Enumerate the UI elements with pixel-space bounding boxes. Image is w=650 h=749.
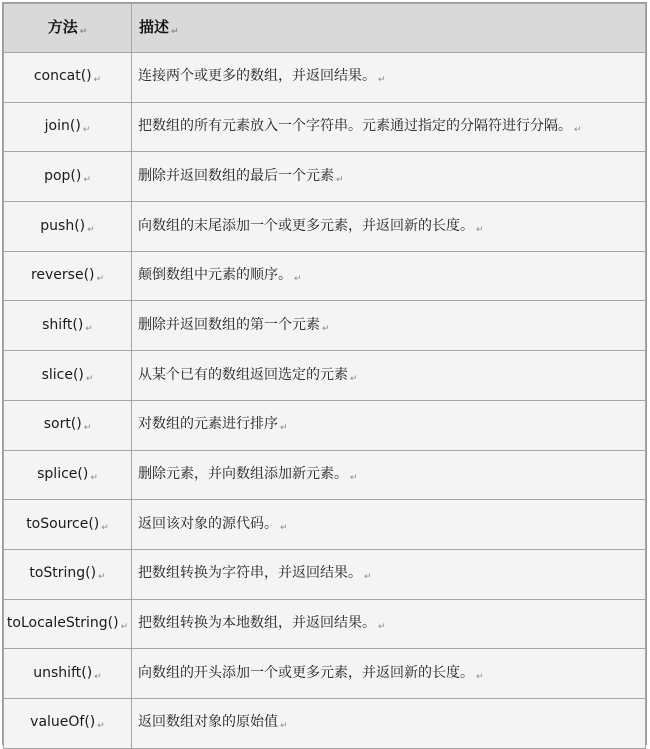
- paragraph-mark-icon: ↵: [90, 472, 98, 483]
- paragraph-mark-icon: ↵: [96, 274, 105, 285]
- method-description: 颠倒数组中元素的顺序。: [138, 267, 292, 284]
- method-name: splice(): [37, 465, 89, 482]
- table-row: [4, 549, 646, 599]
- method-description: 返回数组对象的原始值: [138, 714, 278, 731]
- method-cell: [4, 400, 132, 450]
- method-description: 向数组的开头添加一个或更多元素，并返回新的长度。: [138, 664, 474, 681]
- method-cell: [4, 599, 132, 649]
- header-description: [132, 4, 646, 53]
- array-methods-table-container: [2, 2, 647, 745]
- table-row: [4, 400, 646, 450]
- method-name: toSource(): [26, 515, 100, 532]
- table-row: [4, 53, 646, 103]
- method-description: 删除并返回数组的最后一个元素: [138, 167, 334, 184]
- description-cell: [132, 549, 646, 599]
- method-description: 删除并返回数组的第一个元素: [138, 316, 320, 333]
- table-row: [4, 450, 646, 500]
- array-methods-table: [3, 3, 646, 749]
- method-description: 把数组的所有元素放入一个字符串。元素通过指定的分隔符进行分隔。: [138, 118, 572, 135]
- paragraph-mark-icon: ↵: [171, 27, 179, 38]
- paragraph-mark-icon: ↵: [280, 522, 288, 533]
- method-name: pop(): [44, 167, 82, 184]
- table-row: [4, 202, 646, 252]
- description-cell: [132, 53, 646, 103]
- method-description: 连接两个或更多的数组，并返回结果。: [138, 68, 376, 85]
- method-description: 对数组的元素进行排序: [138, 416, 278, 433]
- description-cell: [132, 102, 646, 152]
- paragraph-mark-icon: ↵: [98, 572, 106, 583]
- paragraph-mark-icon: ↵: [94, 671, 102, 682]
- description-cell: [132, 351, 646, 401]
- method-cell: [4, 202, 132, 252]
- paragraph-mark-icon: ↵: [120, 622, 129, 632]
- method-cell: [4, 152, 132, 202]
- method-cell: [4, 698, 132, 748]
- paragraph-mark-icon: ↵: [93, 75, 102, 86]
- method-description: 从某个已有的数组返回选定的元素: [138, 366, 348, 383]
- method-description: 把数组转换为本地数组，并返回结果。: [138, 615, 376, 631]
- table-row: [4, 301, 646, 351]
- method-cell: [4, 500, 132, 550]
- paragraph-mark-icon: ↵: [82, 125, 91, 136]
- paragraph-mark-icon: ↵: [364, 572, 372, 583]
- method-cell: [4, 649, 132, 699]
- description-cell: [132, 649, 646, 699]
- paragraph-mark-icon: ↵: [294, 274, 302, 285]
- table-row: [4, 102, 646, 152]
- paragraph-mark-icon: ↵: [322, 323, 330, 334]
- paragraph-mark-icon: ↵: [574, 125, 582, 136]
- method-name: valueOf(): [30, 714, 96, 731]
- header-method-label: 方法: [47, 18, 78, 37]
- paragraph-mark-icon: ↵: [85, 373, 94, 384]
- method-description: 删除元素，并向数组添加新元素。: [138, 465, 348, 482]
- paragraph-mark-icon: ↵: [87, 224, 95, 235]
- table-row: [4, 152, 646, 202]
- paragraph-mark-icon: ↵: [83, 423, 92, 434]
- method-cell: [4, 301, 132, 351]
- table-row: [4, 698, 646, 748]
- method-name: sort(): [43, 416, 82, 433]
- method-cell: [4, 251, 132, 301]
- paragraph-mark-icon: ↵: [97, 721, 105, 732]
- header-description-label: 描述: [139, 18, 170, 37]
- paragraph-mark-icon: ↵: [350, 373, 358, 384]
- table-row: [4, 649, 646, 699]
- method-name: push(): [40, 217, 86, 234]
- paragraph-mark-icon: ↵: [280, 721, 288, 732]
- method-name: shift(): [42, 316, 84, 333]
- description-cell: [132, 251, 646, 301]
- method-cell: [4, 102, 132, 152]
- paragraph-mark-icon: ↵: [280, 423, 288, 434]
- method-name: toLocaleString(): [6, 615, 119, 631]
- table-row: [4, 599, 646, 649]
- description-cell: [132, 500, 646, 550]
- description-cell: [132, 450, 646, 500]
- method-cell: [4, 53, 132, 103]
- method-name: slice(): [41, 366, 84, 383]
- method-description: 把数组转换为字符串，并返回结果。: [138, 565, 362, 582]
- paragraph-mark-icon: ↵: [83, 174, 91, 185]
- description-cell: [132, 599, 646, 649]
- method-cell: [4, 351, 132, 401]
- paragraph-mark-icon: ↵: [101, 522, 109, 533]
- method-description: 返回该对象的源代码。: [138, 515, 278, 532]
- table-row: [4, 500, 646, 550]
- method-name: unshift(): [33, 664, 93, 681]
- method-description: 向数组的末尾添加一个或更多元素，并返回新的长度。: [138, 217, 474, 234]
- paragraph-mark-icon: ↵: [378, 75, 386, 86]
- paragraph-mark-icon: ↵: [350, 472, 358, 483]
- method-name: reverse(): [30, 267, 95, 284]
- paragraph-mark-icon: ↵: [476, 224, 484, 235]
- description-cell: [132, 152, 646, 202]
- method-cell: [4, 549, 132, 599]
- table-header-row: [4, 4, 646, 53]
- description-cell: [132, 400, 646, 450]
- method-name: join(): [44, 118, 81, 135]
- method-name: toString(): [29, 565, 97, 582]
- description-cell: [132, 301, 646, 351]
- paragraph-mark-icon: ↵: [79, 27, 88, 38]
- table-row: [4, 251, 646, 301]
- paragraph-mark-icon: ↵: [378, 622, 386, 632]
- paragraph-mark-icon: ↵: [476, 671, 484, 682]
- paragraph-mark-icon: ↵: [85, 323, 93, 334]
- header-method: [4, 4, 132, 53]
- description-cell: [132, 202, 646, 252]
- description-cell: [132, 698, 646, 748]
- paragraph-mark-icon: ↵: [336, 174, 344, 185]
- method-name: concat(): [33, 68, 92, 85]
- table-row: [4, 351, 646, 401]
- method-cell: [4, 450, 132, 500]
